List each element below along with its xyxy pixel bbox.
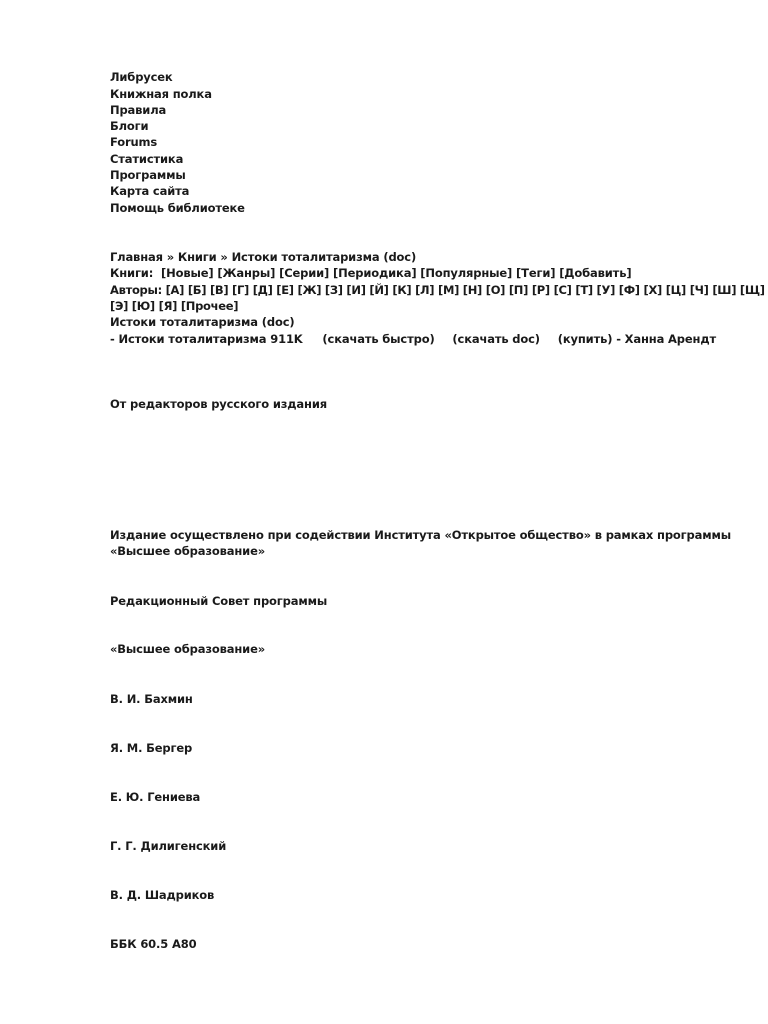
breadcrumb: [110, 249, 416, 265]
author-letter-link[interactable]: [Ф]: [618, 283, 640, 297]
author-letter-link[interactable]: [У]: [596, 283, 616, 297]
book-download-line: [110, 331, 716, 347]
nav-item-bookshelf[interactable]: Книжная полка: [110, 87, 212, 101]
program-name: «Высшее образование»: [110, 642, 266, 656]
author-letter-link[interactable]: [Ш]: [712, 283, 737, 297]
breadcrumb-separator: »: [162, 250, 178, 264]
author-letter-link[interactable]: [Ж]: [297, 283, 322, 297]
breadcrumb-books[interactable]: Книги: [177, 250, 217, 264]
author-letter-link[interactable]: [Г]: [232, 283, 249, 297]
author-letter-link[interactable]: [З]: [324, 283, 343, 297]
book-prefix: - Истоки тоталитаризма 911K: [110, 332, 303, 346]
support-text-line-2: «Высшее образование»: [110, 544, 266, 558]
editors-heading: От редакторов русского издания: [110, 397, 327, 411]
author-letter-link[interactable]: [Ю]: [131, 299, 155, 313]
books-label: Книги:: [110, 266, 154, 280]
bbk-code: ББК 60.5 А80: [110, 937, 197, 951]
author-letter-link[interactable]: [А]: [165, 283, 185, 297]
breadcrumb-current: Истоки тоталитаризма (doc): [231, 250, 417, 264]
author-letter-link[interactable]: [Ц]: [665, 283, 686, 297]
author-letter-link[interactable]: [И]: [346, 283, 366, 297]
nav-item-sitemap[interactable]: Карта сайта: [110, 184, 190, 198]
books-link-add[interactable]: [Добавить]: [559, 266, 632, 280]
books-link-series[interactable]: [Серии]: [279, 266, 330, 280]
breadcrumb-home[interactable]: Главная: [110, 250, 163, 264]
author-letter-link[interactable]: [Ч]: [689, 283, 709, 297]
nav-item-forums[interactable]: Forums: [110, 135, 158, 149]
council-member: Г. Г. Дилигенский: [110, 839, 227, 853]
nav-item-blogs[interactable]: Блоги: [110, 119, 149, 133]
books-link-periodicals[interactable]: [Периодика]: [333, 266, 417, 280]
authors-letters-row-2: [110, 298, 238, 314]
author-letter-link[interactable]: [П]: [508, 283, 529, 297]
author-letter-link[interactable]: [Р]: [531, 283, 550, 297]
author-letter-link[interactable]: [Щ]: [739, 283, 765, 297]
council-member: Е. Ю. Гениева: [110, 790, 201, 804]
buy-link[interactable]: (купить): [557, 332, 613, 346]
books-link-genres[interactable]: [Жанры]: [217, 266, 276, 280]
author-letter-link[interactable]: [Х]: [643, 283, 662, 297]
support-text-line-1: Издание осуществлено при содействии Института «Открытое общество» в рамках программы: [110, 528, 731, 542]
author-letter-link[interactable]: [В]: [209, 283, 229, 297]
book-author: - Ханна Арендт: [616, 332, 716, 346]
author-letter-link[interactable]: [Б]: [187, 283, 207, 297]
books-link-new[interactable]: [Новые]: [161, 266, 214, 280]
author-letter-link[interactable]: [С]: [553, 283, 572, 297]
breadcrumb-separator: »: [216, 250, 232, 264]
author-letter-link[interactable]: [Э]: [110, 299, 129, 313]
nav-item-programs[interactable]: Программы: [110, 168, 186, 182]
book-title: Истоки тоталитаризма (doc): [110, 315, 295, 329]
author-letter-link[interactable]: [М]: [437, 283, 460, 297]
author-letter-link[interactable]: [Прочее]: [180, 299, 239, 313]
author-letter-link[interactable]: [Д]: [252, 283, 273, 297]
author-letter-link[interactable]: [Й]: [369, 283, 389, 297]
books-links: [110, 265, 631, 281]
council-member: Я. М. Бергер: [110, 741, 193, 755]
books-link-tags[interactable]: [Теги]: [516, 266, 556, 280]
authors-label: Авторы:: [110, 283, 162, 297]
author-letter-link[interactable]: [Л]: [415, 283, 435, 297]
author-letter-link[interactable]: [О]: [485, 283, 506, 297]
nav-item-help[interactable]: Помощь библиотеке: [110, 201, 245, 215]
author-letter-link[interactable]: [К]: [392, 283, 412, 297]
nav-item-rules[interactable]: Правила: [110, 103, 167, 117]
books-link-popular[interactable]: [Популярные]: [420, 266, 513, 280]
author-letter-link[interactable]: [Е]: [276, 283, 294, 297]
author-letter-link[interactable]: [Я]: [158, 299, 178, 313]
nav-item-librusek[interactable]: Либрусек: [110, 70, 173, 84]
council-member: В. Д. Шадриков: [110, 888, 215, 902]
nav-item-statistics[interactable]: Статистика: [110, 152, 184, 166]
download-fast-link[interactable]: (скачать быстро): [322, 332, 435, 346]
download-doc-link[interactable]: (скачать doc): [452, 332, 540, 346]
council-member: В. И. Бахмин: [110, 692, 193, 706]
council-heading: Редакционный Совет программы: [110, 594, 328, 608]
author-letter-link[interactable]: [Т]: [575, 283, 593, 297]
authors-letters-row-1: [110, 282, 765, 298]
author-letter-link[interactable]: [Н]: [462, 283, 483, 297]
